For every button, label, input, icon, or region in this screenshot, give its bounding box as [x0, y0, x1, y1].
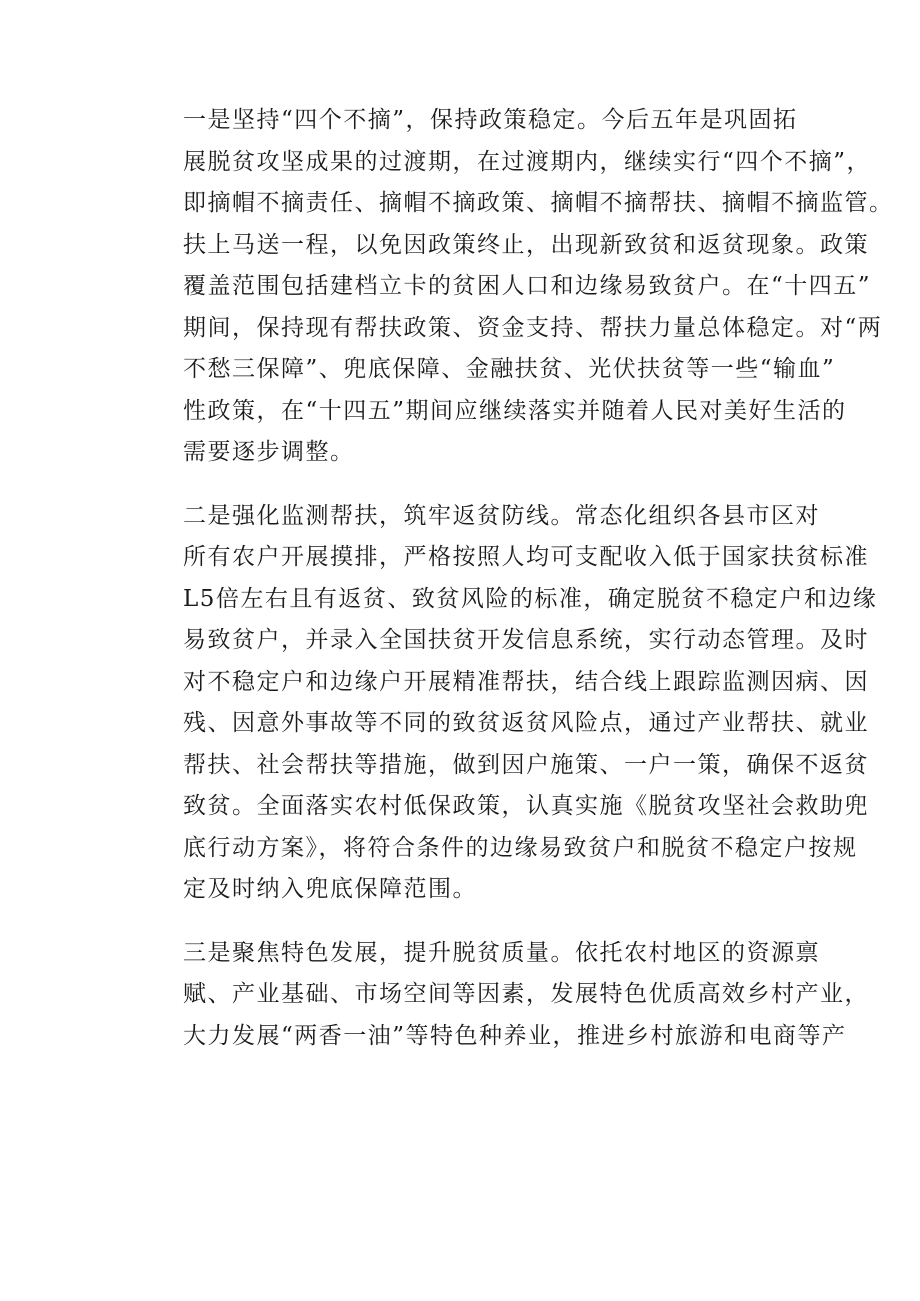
- text-line: 对不稳定户和边缘户开展精准帮扶，结合线上跟踪监测因病、因: [183, 668, 869, 695]
- text-line: 一是坚持“四个不摘”，保持政策稳定。今后五年是巩固拓: [183, 107, 798, 133]
- text-line: 帮扶、社会帮扶等措施，做到因户施策、一户一策，确保不返贫: [183, 751, 869, 778]
- paragraph-1: [137, 100, 894, 474]
- text-line: 致贫。全面落实农村低保政策，认真实施《脱贫攻坚社会救助兜: [183, 793, 869, 819]
- text-line: 期间，保持现有帮扶政策、资金支持、帮扶力量总体稳定。对“两: [183, 314, 883, 341]
- text-line: L5倍左右且有返贫、致贫风险的标准，确定脱贫不稳定户和边缘: [183, 585, 878, 612]
- text-line: 三是聚焦特色发展，提升脱贫质量。依托农村地区的资源禀: [183, 939, 820, 966]
- text-line: 扶上马送一程，以免因政策终止，出现新致贫和返贫现象。政策: [183, 231, 869, 258]
- text-line: 赋、产业基础、市场空间等因素，发展特色优质高效乡村产业，: [183, 981, 869, 1007]
- text-line: 定及时纳入兜底保障范围。: [183, 876, 477, 902]
- text-line: 展脱贫攻坚成果的过渡期，在过渡期内，继续实行“四个不摘”，: [183, 148, 872, 175]
- text-line: 性政策，在“十四五”期间应继续落实并随着人民对美好生活的: [183, 397, 847, 424]
- text-line: 底行动方案》，将符合条件的边缘易致贫户和脱贫不稳定户按规: [183, 834, 858, 861]
- text-line: 需要逐步调整。: [183, 439, 355, 465]
- document-body: [137, 100, 894, 1071]
- text-line: 所有农户开展摸排，严格按照人均可支配收入低于国家扶贫标准: [183, 544, 869, 570]
- text-line: 残、因意外事故等不同的致贫返贫风险点，通过产业帮扶、就业: [183, 710, 869, 736]
- paragraph-3: [137, 933, 869, 1058]
- text-line: 不愁三保障”、兜底保障、金融扶贫、光伏扶贫等一些“输血”: [183, 356, 836, 382]
- text-line: 易致贫户，并录入全国扶贫开发信息系统，实行动态管理。及时: [183, 627, 869, 653]
- text-line: 二是强化监测帮扶，筑牢返贫防线。常态化组织各县市区对: [183, 502, 820, 529]
- text-line: 覆盖范围包括建档立卡的贫困人口和边缘易致贫户。在“十四五”: [183, 273, 872, 299]
- paragraph-2: [137, 496, 878, 911]
- text-line: 大力发展“两香一油”等特色种养业，推进乡村旅游和电商等产: [183, 1022, 847, 1049]
- text-line: 即摘帽不摘责任、摘帽不摘政策、摘帽不摘帮扶、摘帽不摘监管。: [183, 190, 894, 216]
